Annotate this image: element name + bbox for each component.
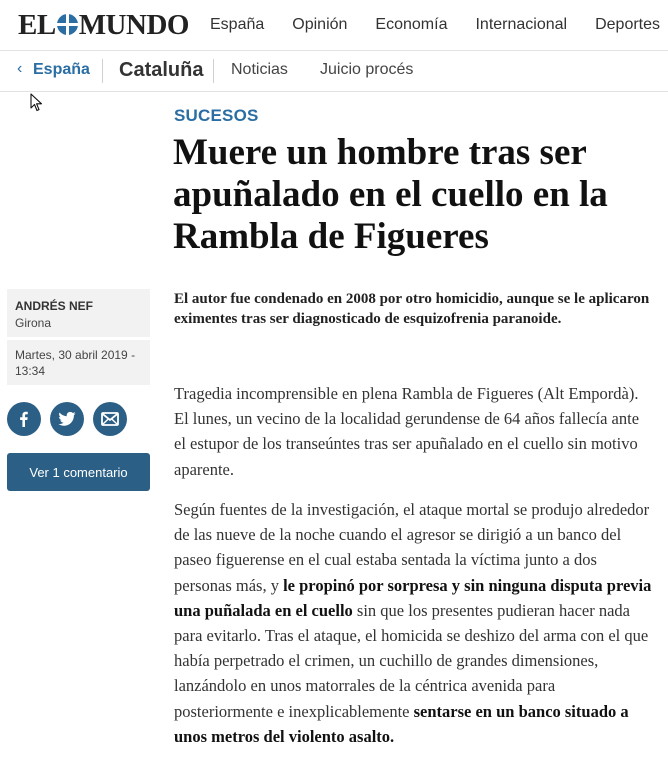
- paragraph-highlight: le propinó por sorpresa y sin ninguna disputa previa una puñalada en el cuello: [174, 575, 652, 620]
- email-icon: [101, 412, 119, 426]
- divider: [213, 59, 214, 83]
- nav-item-espana[interactable]: España: [210, 16, 265, 33]
- twitter-icon: [58, 411, 76, 427]
- chevron-left-icon[interactable]: ‹: [17, 60, 23, 77]
- author-box: [7, 289, 150, 337]
- subnav-item-noticias[interactable]: Noticias: [231, 61, 288, 78]
- author-name[interactable]: ANDRÉS NEF: [15, 299, 94, 313]
- logo-text-mundo: MUNDO: [78, 8, 189, 41]
- subnav-item-juicio-proces[interactable]: Juicio procés: [320, 61, 414, 78]
- site-header: [0, 0, 668, 51]
- nav-item-economia[interactable]: Economía: [375, 16, 448, 33]
- mouse-cursor-icon: [30, 93, 44, 113]
- site-logo[interactable]: [18, 9, 189, 41]
- facebook-icon: [16, 411, 32, 427]
- article-paragraph: Tragedia incomprensible en plena Rambla de Figueres (Alt Empordà). El lunes, un vecino de la localidad gerundense de 64 años fallecía ante el estupor de los transeúntes tras ser apuñalado en el cuello sin motivo aparente.: [174, 384, 640, 479]
- logo-text-el: EL: [18, 8, 56, 41]
- paragraph-text: sin que los presentes pudieran hacer nada para evitarlo. Tras el ataque, el homicida se deshizo del arma con el que había perpetrado el crimen, un cuchillo de grandes dimensiones, lanzándolo en unos matorrales de la céntrica avenida para posteriormente e inexplicablemente: [174, 600, 649, 721]
- date-box: [7, 340, 150, 385]
- article-lead: El autor fue condenado en 2008 por otro homicidio, aunque se le aplicaron eximentes tras ser diagnosticado de esquizofrenia paranoide.: [174, 291, 650, 327]
- breadcrumb-parent-link[interactable]: España: [33, 61, 90, 78]
- globe-icon: [57, 14, 78, 35]
- nav-item-deportes[interactable]: Deportes: [595, 16, 661, 33]
- divider: [102, 59, 103, 83]
- article-paragraph: [174, 497, 652, 749]
- article-headline: Muere un hombre tras ser apuñalado en el cuello en la Rambla de Figueres: [173, 132, 608, 257]
- share-facebook-button[interactable]: [7, 402, 41, 436]
- section-title[interactable]: Cataluña: [119, 59, 204, 81]
- paragraph-text: Según fuentes de la investigación, el ataque mortal se produjo alrededor de las nueve de la noche cuando el agresor se dirigió a un banco del paseo figuerense en el cual estaba sentada la víctima junto a dos personas más, y: [174, 500, 650, 595]
- nav-item-opinion[interactable]: Opinión: [292, 16, 348, 33]
- share-email-button[interactable]: [93, 402, 127, 436]
- nav-item-internacional[interactable]: Internacional: [475, 16, 568, 33]
- publish-date: Martes, 30 abril 2019 - 13:34: [15, 348, 136, 378]
- paragraph-highlight: sentarse en un banco situado a unos metros del violento asalto.: [174, 701, 629, 746]
- view-comments-button[interactable]: Ver 1 comentario: [7, 453, 150, 491]
- article-kicker[interactable]: SUCESOS: [174, 106, 259, 125]
- share-twitter-button[interactable]: [50, 402, 84, 436]
- main-nav: [210, 0, 668, 50]
- section-bar: [0, 51, 668, 92]
- author-location: Girona: [15, 316, 52, 330]
